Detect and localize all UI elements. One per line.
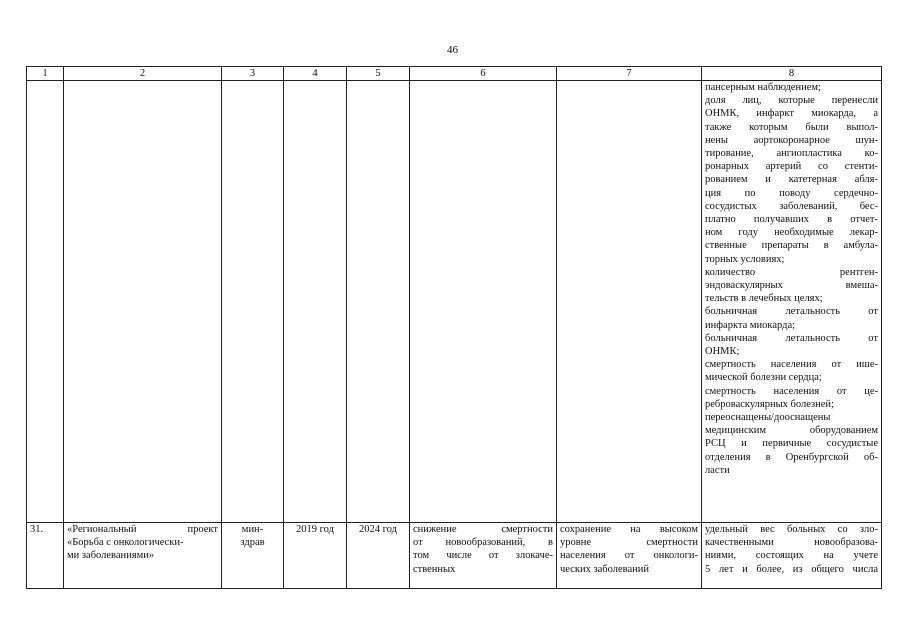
project-name-line: «Региональный проект xyxy=(67,524,218,535)
header-col-1: 1 xyxy=(27,67,64,81)
indicators-line: 5 лет и более, из общего числа xyxy=(705,563,878,575)
cont-indicators-cell xyxy=(702,81,882,523)
header-col-8: 8 xyxy=(702,67,882,81)
indicator-line: также которым были выпол- xyxy=(705,121,878,133)
expected-result-line: от новообразований, в xyxy=(413,537,553,549)
project-name-line: ми заболеваниями» xyxy=(67,550,155,562)
indicators-line: ниями, состоящих на учете xyxy=(705,550,878,562)
header-row xyxy=(27,67,882,81)
consequences-line: уровне смертности xyxy=(560,537,698,549)
consequences-line: населения от онкологи- xyxy=(560,550,698,562)
executor-line: здрав xyxy=(240,537,265,549)
expected-result xyxy=(410,523,557,589)
expected-result-line: снижение смертности xyxy=(413,524,553,535)
continuation-row xyxy=(27,81,882,523)
indicator-line: ном году необходимые лекар- xyxy=(705,227,878,239)
header-col-2: 2 xyxy=(64,67,222,81)
header-col-4: 4 xyxy=(284,67,347,81)
cont-cell-7 xyxy=(557,81,702,523)
expected-result-line: ственных xyxy=(413,563,456,575)
indicator-line: пансерным наблюдением; xyxy=(705,82,821,93)
indicator-line: мической болезни сердца; xyxy=(705,372,822,384)
indicator-line: ственные препараты в амбула- xyxy=(705,240,878,252)
cont-cell-1 xyxy=(27,81,64,523)
header-col-3: 3 xyxy=(222,67,284,81)
cont-cell-4 xyxy=(284,81,347,523)
indicators xyxy=(702,523,882,589)
indicator-line: отделения в Оренбургской об- xyxy=(705,451,878,463)
indicator-line: переоснащены/дооснащены xyxy=(705,412,831,424)
indicator-line: медицинским оборудованием xyxy=(705,425,878,437)
project-name xyxy=(64,523,222,589)
cont-cell-3 xyxy=(222,81,284,523)
start-year: 2019 год xyxy=(284,523,347,589)
row-number: 31. xyxy=(27,523,64,589)
indicator-line: торных условиях; xyxy=(705,253,785,265)
indicator-line: РСЦ и первичные сосудистые xyxy=(705,438,878,450)
indicator-line: ласти xyxy=(705,464,730,476)
indicator-line: нены аортокоронарное шун- xyxy=(705,134,878,146)
indicator-line: смертность населения от це- xyxy=(705,385,878,397)
indicator-line: ронарных артерий со стенти- xyxy=(705,161,878,173)
consequences xyxy=(557,523,702,589)
indicator-line: инфаркта миокарда; xyxy=(705,319,796,331)
indicator-line: ция по поводу сердечно- xyxy=(705,187,878,199)
indicator-line: доля лиц, которые перенесли xyxy=(705,95,878,107)
indicator-line: сосудистых заболеваний, бес- xyxy=(705,200,878,212)
header-col-6: 6 xyxy=(410,67,557,81)
expected-result-line: том числе от злокаче- xyxy=(413,550,553,562)
header-col-5: 5 xyxy=(347,67,410,81)
indicator-line: платно получавших в отчет- xyxy=(705,214,878,226)
project-name-line: «Борьба с онкологически- xyxy=(67,537,184,549)
indicator-line: смертность населения от ише- xyxy=(705,359,878,371)
indicator-line: ОНМК, инфаркт миокарда, а xyxy=(705,108,878,120)
end-year: 2024 год xyxy=(347,523,410,589)
indicators-line: удельный вес больных со зло- xyxy=(705,524,878,535)
indicators-line: качественными новообразова- xyxy=(705,537,878,549)
header-col-7: 7 xyxy=(557,67,702,81)
indicator-line: больничная летальность от xyxy=(705,306,878,318)
executor-line: мин- xyxy=(241,524,264,535)
page-number: 46 xyxy=(447,44,458,56)
consequences-line: сохранение на высоком xyxy=(560,524,698,535)
consequences-line: ческих заболеваний xyxy=(560,563,649,575)
indicator-line: больничная летальность от xyxy=(705,332,878,344)
cont-cell-6 xyxy=(410,81,557,523)
indicator-line: эндоваскулярных вмеша- xyxy=(705,280,878,292)
indicator-line: ОНМК; xyxy=(705,346,740,358)
indicator-line: рованием и катетерная абля- xyxy=(705,174,878,186)
indicator-line: количество рентген- xyxy=(705,266,878,278)
indicator-line: тельств в лечебных целях; xyxy=(705,293,823,305)
table-row xyxy=(27,523,882,589)
cont-cell-5 xyxy=(347,81,410,523)
measures-table xyxy=(26,66,882,589)
indicator-line: реброваскулярных болезней; xyxy=(705,398,834,410)
indicator-line: тирование, ангиопластика ко- xyxy=(705,148,878,160)
executor xyxy=(222,523,284,589)
cont-cell-2 xyxy=(64,81,222,523)
